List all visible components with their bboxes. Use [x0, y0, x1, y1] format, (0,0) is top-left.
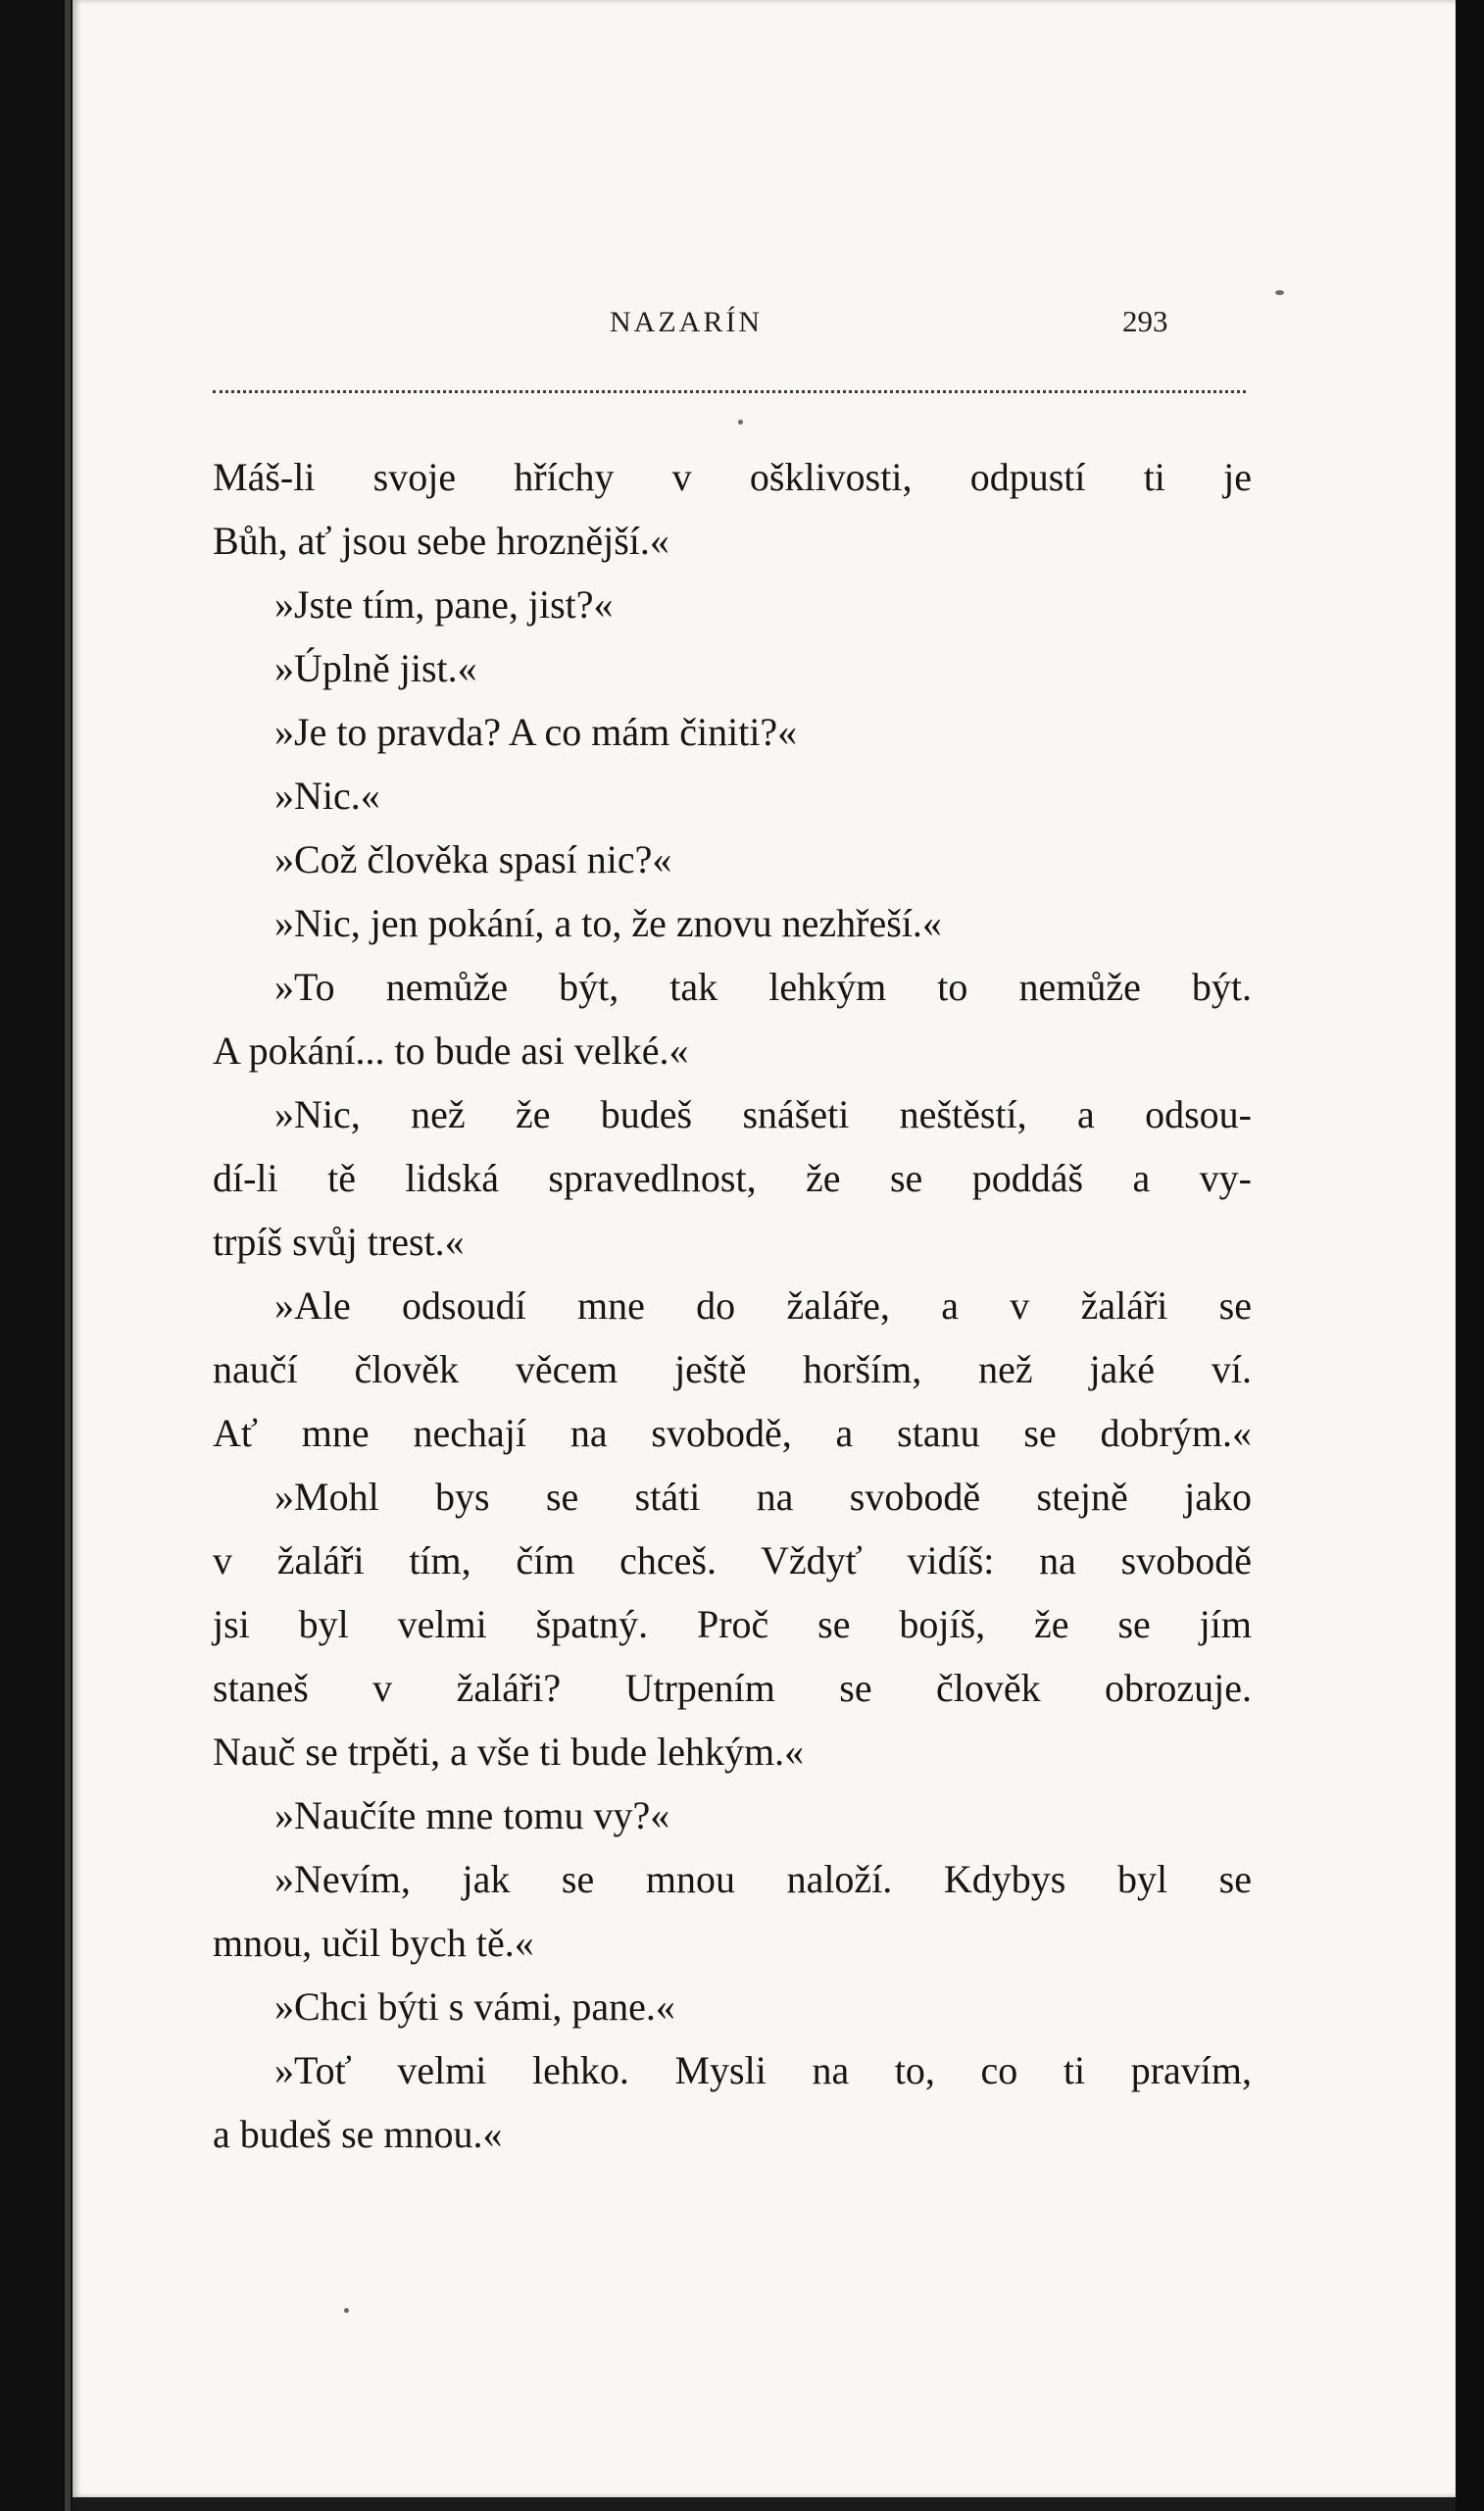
print-speck — [344, 2308, 349, 2313]
print-speck — [738, 420, 743, 425]
text-line: a budeš se mnou.« — [213, 2112, 503, 2156]
page-number: 293 — [1122, 304, 1168, 338]
text-line: trpíš svůj trest.« — [213, 1220, 465, 1264]
text-line: Bůh, ať jsou sebe hroznější.« — [213, 519, 669, 563]
text-line: »Mohl bys se státi na svobodě stejně jako — [274, 1475, 1252, 1519]
text-line: dí-li tě lidská spravedlnost, že se poddáš a vy- — [213, 1156, 1252, 1200]
print-speck — [1275, 290, 1284, 295]
text-line: naučí člověk věcem ještě horším, než jaké ví. — [213, 1347, 1252, 1391]
page-bottom-edge — [73, 2497, 1456, 2511]
body-text — [213, 445, 1252, 2166]
header-dotted-rule — [213, 390, 1246, 393]
text-line: »Naučíte mne tomu vy?« — [274, 1793, 670, 1837]
text-line: v žaláři tím, čím chceš. Vždyť vidíš: na svobodě — [213, 1538, 1252, 1582]
text-line: jsi byl velmi špatný. Proč se bojíš, že se jím — [213, 1602, 1252, 1646]
text-line: »Jste tím, pane, jist?« — [274, 582, 614, 627]
book-binding-edge — [0, 0, 73, 2511]
text-line: »Nic.« — [274, 774, 380, 818]
text-line: »Je to pravda? A co mám činiti?« — [274, 710, 798, 754]
text-line: »Toť velmi lehko. Mysli na to, co ti pravím, — [274, 2048, 1252, 2092]
running-head — [73, 302, 1456, 351]
page-right-edge — [1456, 0, 1484, 2511]
text-line: Nauč se trpěti, a vše ti bude lehkým.« — [213, 1730, 805, 1774]
text-line: mnou, učil bych tě.« — [213, 1921, 534, 1965]
book-page — [73, 0, 1456, 2497]
text-line: Máš-li svoje hříchy v ošklivosti, odpustí ti je — [213, 455, 1252, 499]
text-line: »Ale odsoudí mne do žaláře, a v žaláři se — [274, 1283, 1252, 1328]
binding-highlight — [65, 0, 71, 2511]
text-line: Ať mne nechají na svobodě, a stanu se dobrým.« — [213, 1411, 1252, 1455]
text-line: A pokání... to bude asi velké.« — [213, 1029, 689, 1073]
text-line: »Úplně jist.« — [274, 646, 477, 690]
text-line: »Což člověka spasí nic?« — [274, 837, 672, 881]
text-line: staneš v žaláři? Utrpením se člověk obrozuje. — [213, 1666, 1252, 1710]
text-line: »To nemůže být, tak lehkým to nemůže být. — [274, 965, 1252, 1009]
text-line: »Chci býti s vámi, pane.« — [274, 1984, 675, 2029]
text-line: »Nic, jen pokání, a to, že znovu nezhřeší.« — [274, 901, 942, 945]
running-title: NAZARÍN — [610, 306, 763, 338]
text-line: »Nevím, jak se mnou naloží. Kdybys byl se — [274, 1857, 1252, 1901]
text-line: »Nic, než že budeš snášeti neštěstí, a odsou- — [274, 1092, 1252, 1136]
